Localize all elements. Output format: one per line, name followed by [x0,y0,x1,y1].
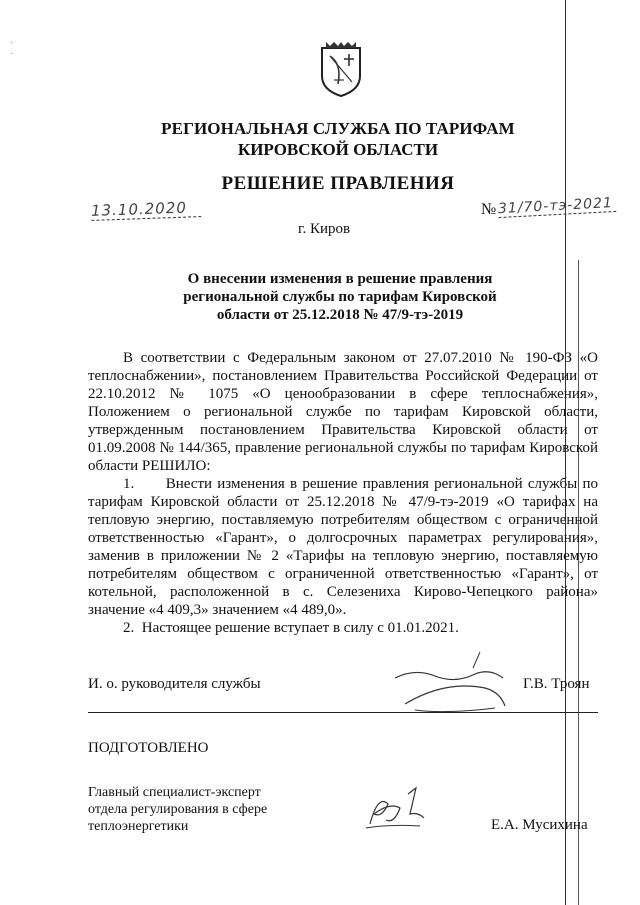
handwritten-signature [385,648,515,718]
decision-number: 31/70-тэ-2021 [498,195,617,218]
document-body [88,349,598,637]
subject-line: области от 25.12.2018 № 47/9-тэ-2019 [216,307,464,323]
item-1-paragraph: 1. Внести изменения в решение правления региональной службы по тарифам Кировской области от 25.12.2018 № 47/9-тэ-2019 «О тарифах на тепловую энергию, поставляемую потребителям обществом с ограниченной ответственностью «Гарант», о долгосрочных параметрах регулирования», заменив в приложении № 2 «Тарифы на тепловую энергию, поставляемую потребителям обществом с ограниченной ответственностью «Гарант», от котельной, расположенной в с. Селезениха Кирово-Чепецкого района» значение «4 409,3» значением «4 489,0». [88,476,598,618]
preparer-position [88,784,308,835]
decision-title: РЕШЕНИЕ ПРАВЛЕНИЯ [221,173,455,194]
margin-mark: · · [10,38,14,60]
item-2-paragraph: 2. Настоящее решение вступает в силу с 01.01.2021. [123,620,459,636]
signatory-position: И. о. руководителя службы [88,676,261,692]
number-label: № [481,201,497,218]
org-name-line2: КИРОВСКОЙ ОБЛАСТИ [237,140,439,159]
preparer-position-line: теплоэнергетики [88,819,189,834]
city: г. Киров [298,221,351,237]
subject [150,270,530,324]
decision-date: 13.10.2020 [91,198,202,221]
preparer-name: Е.А. Мусихина [491,817,588,833]
preamble-paragraph: В соответствии с Федеральным законом от 27.07.2010 № 190-ФЗ «О теплоснабжении», постановлением Правительства Российской Федерации от 22.10.2012 № 1075 «О ценообразовании в сфере теплоснабжения», Положением о региональной службе по тарифам Кировской области, утвержденным постановлением Правительства Кировской области от 01.09.2008 № 144/365, правление региональной службы по тарифам Кировской области РЕШИЛО: [88,350,598,474]
subject-line: О внесении изменения в решение правления [187,271,493,287]
subject-line: региональной службы по тарифам Кировской [183,289,497,305]
preparer-position-line: отдела регулирования в сфере [88,802,268,817]
preparer-position-line: Главный специалист-эксперт [88,785,261,800]
handwritten-signature [360,784,440,834]
coat-of-arms-icon [318,40,364,98]
prepared-label: ПОДГОТОВЛЕНО [88,740,209,756]
signature-divider [88,712,598,713]
org-name-line1: РЕГИОНАЛЬНАЯ СЛУЖБА ПО ТАРИФАМ [161,119,515,138]
signatory-name: Г.В. Троян [523,676,590,692]
